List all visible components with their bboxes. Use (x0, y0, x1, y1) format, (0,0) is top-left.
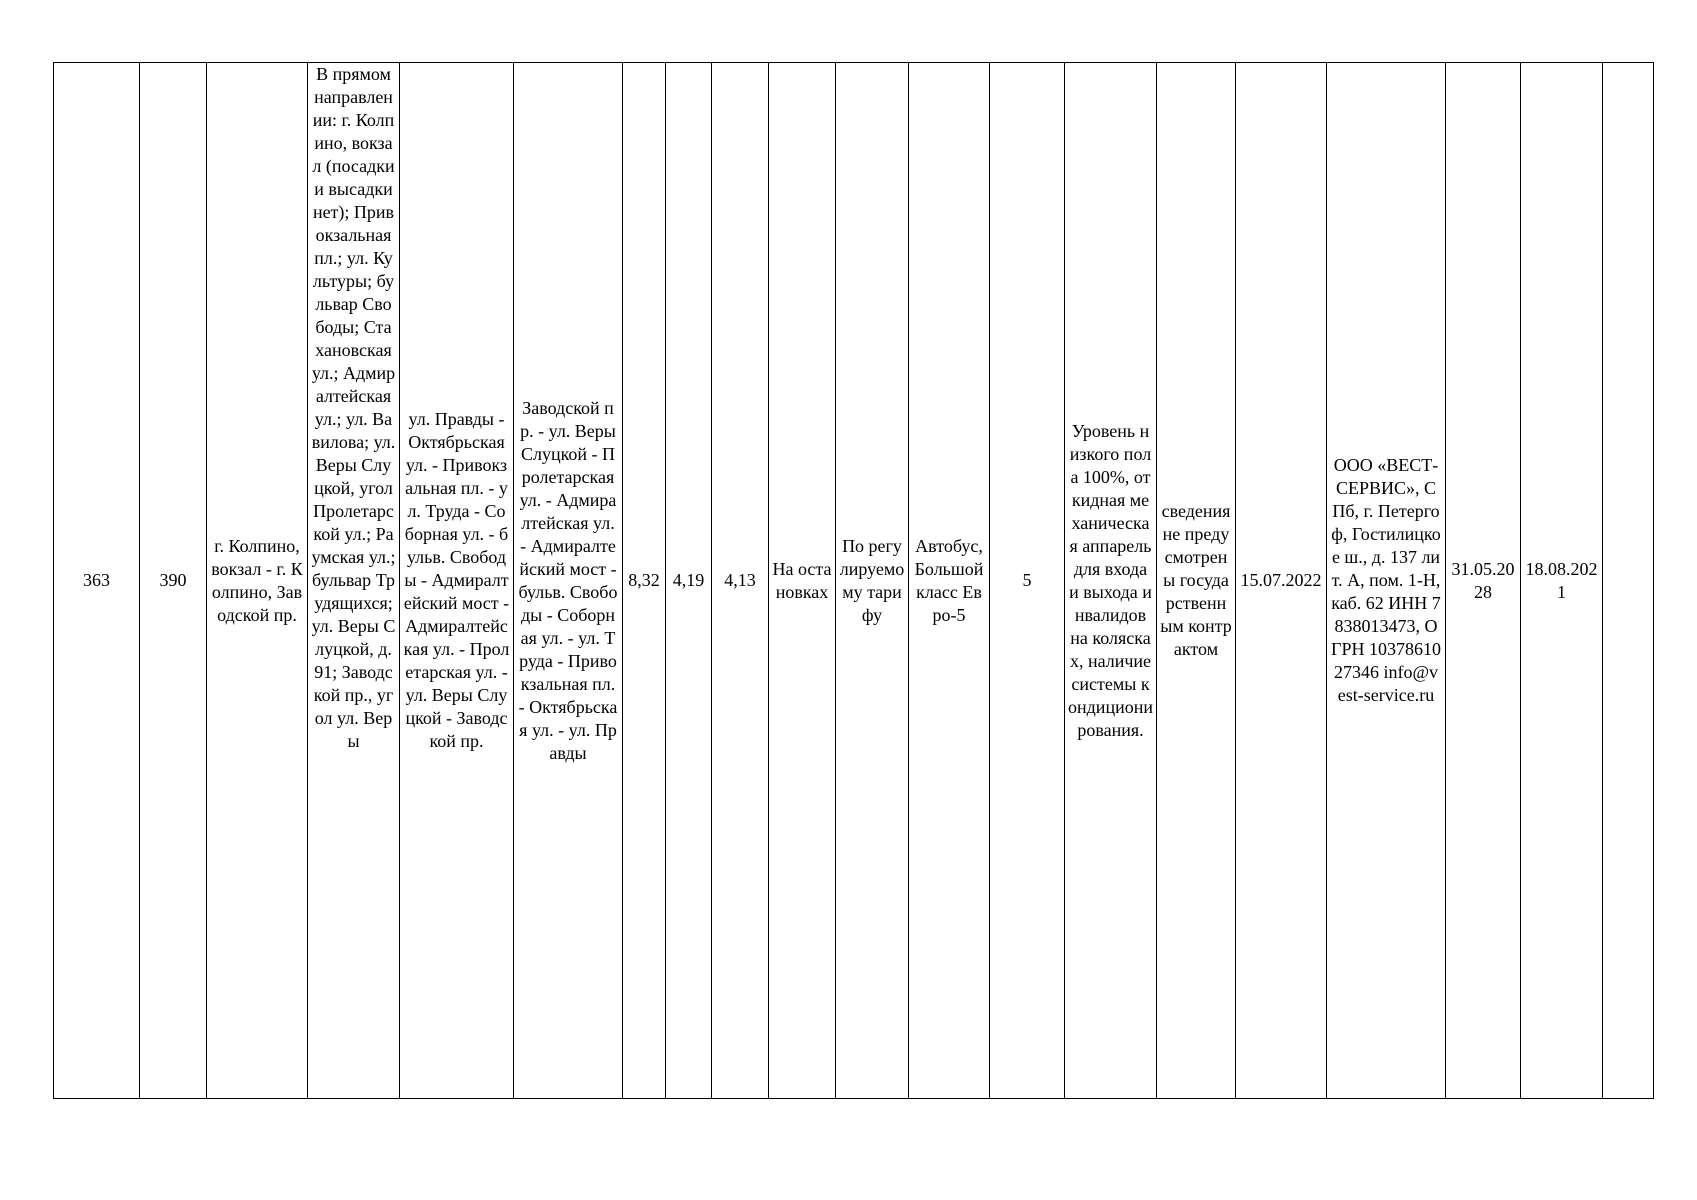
vehicle-features-cell: Уровень низкого пола 100%, откидная механическая аппарель для входа и выхода инвалидов на колясках, наличие системы кондиционирования. (1065, 63, 1157, 1099)
end-date-cell: 31.05.2028 (1446, 63, 1521, 1099)
contract-info-cell: сведения не предусмотрены государственным контрактом (1157, 63, 1236, 1099)
routes-table (53, 62, 1654, 1099)
length-forward-cell: 8,32 (623, 63, 666, 1099)
reg-date-cell: 18.08.2021 (1521, 63, 1603, 1099)
route-reg-number-cell: 363 (54, 63, 140, 1099)
vehicle-count-cell: 5 (990, 63, 1065, 1099)
start-date-cell: 15.07.2022 (1236, 63, 1327, 1099)
length-total-cell: 4,13 (712, 63, 769, 1099)
carrier-cell: ООО «ВЕСТ-СЕРВИС», СПб, г. Петергоф, Гостилицкое ш., д. 137 лит. А, пом. 1-Н, каб. 62 ИНН 7838013473, ОГРН 1037861027346 info@vest-service.ru (1327, 63, 1446, 1099)
stops-cell: В прямом направлении: г. Колпино, вокзал (посадки и высадки нет); Привокзальная пл.; ул. Культуры; бульвар Свободы; Стахановская ул.; Адмиралтейская ул.; ул. Вавилова; ул. Веры Слуцкой, угол Пролетарской ул.; Раумская ул.; бульвар Трудящихся; ул. Веры Слуцкой, д. 91; Заводской пр., угол ул. Веры (308, 63, 400, 1099)
length-backward-cell: 4,19 (666, 63, 712, 1099)
table-row (54, 63, 1654, 1099)
streets-backward-cell: Заводской пр. - ул. Веры Слуцкой - Пролетарская ул. - Адмиралтейская ул. - Адмиралтейский мост - бульв. Свободы - Соборная ул. - ул. Труда - Привокзальная пл. - Октябрьская ул. - ул. Правды (514, 63, 623, 1099)
fare-type-cell: По регулируемому тарифу (836, 63, 909, 1099)
extra-cell (1603, 63, 1654, 1099)
boarding-order-cell: На остановках (769, 63, 836, 1099)
route-number-cell: 390 (140, 63, 207, 1099)
vehicle-cell: Автобус, Большой класс Евро-5 (909, 63, 990, 1099)
streets-forward-cell: ул. Правды - Октябрьская ул. - Привокзальная пл. - ул. Труда - Соборная ул. - бульв. Свободы - Адмиралтейский мост - Адмиралтейская ул. - Пролетарская ул. - ул. Веры Слуцкой - Заводской пр. (400, 63, 514, 1099)
route-name-cell: г. Колпино, вокзал - г. Колпино, Заводской пр. (207, 63, 308, 1099)
